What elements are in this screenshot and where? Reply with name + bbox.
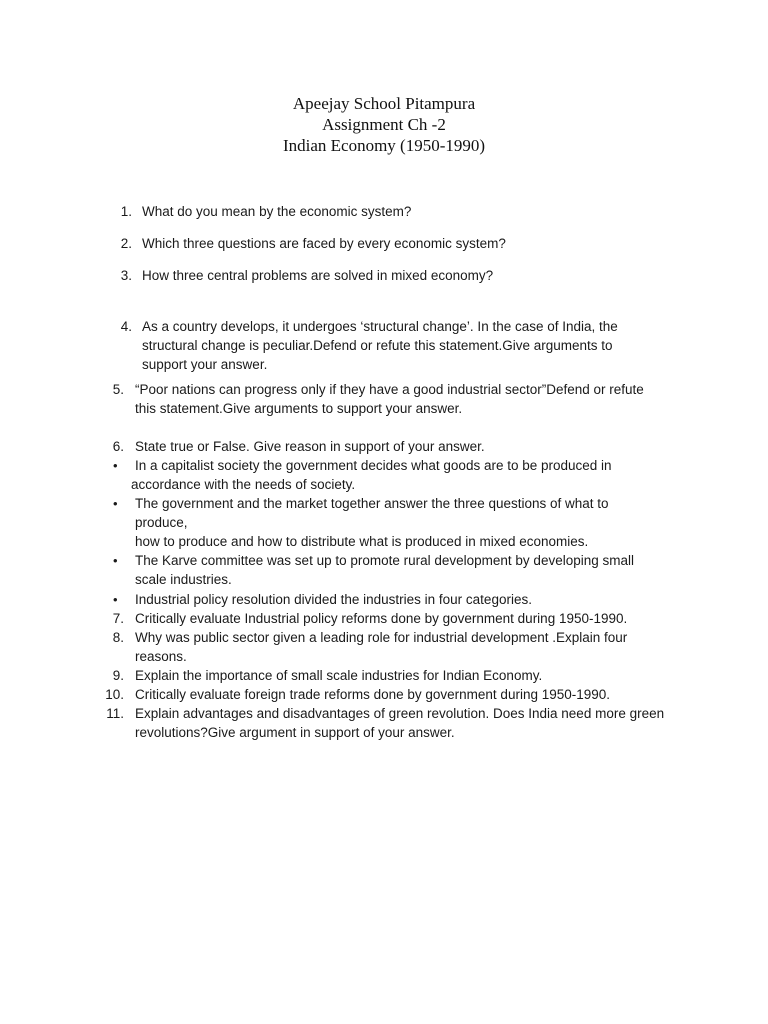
question-text: Explain advantages and disadvantages of green revolution. Does India need more green	[135, 706, 665, 721]
question-text: Critically evaluate foreign trade reforms done by government during 1950-1990.	[135, 687, 611, 702]
question-number: 1.	[120, 204, 132, 219]
question-number: 2.	[120, 236, 132, 251]
bullet-icon: •	[113, 496, 118, 511]
statement-text: Industrial policy resolution divided the industries in four categories.	[135, 592, 532, 607]
question-text: Which three questions are faced by every economic system?	[142, 236, 506, 251]
question-text: this statement.Give arguments to support your answer.	[135, 401, 463, 416]
question-number: 4.	[120, 319, 132, 334]
assignment-title: Assignment Ch -2	[322, 115, 446, 134]
question-number: 11.	[106, 706, 124, 721]
bullet-icon: •	[113, 553, 118, 568]
question-text: revolutions?Give argument in support of your answer.	[135, 725, 455, 740]
question-text: “Poor nations can progress only if they have a good industrial sector”Defend or refute	[135, 382, 644, 397]
bullet-icon: •	[113, 592, 118, 607]
question-text: Critically evaluate Industrial policy reforms done by government during 1950-1990.	[135, 611, 628, 626]
statement-text: The government and the market together answer the three questions of what to	[135, 496, 609, 511]
statement-text: accordance with the needs of society.	[131, 477, 356, 492]
question-number: 9.	[112, 668, 124, 683]
question-text: Why was public sector given a leading role for industrial development .Explain four	[135, 630, 628, 645]
question-text: support your answer.	[142, 357, 268, 372]
question-text: How three central problems are solved in mixed economy?	[142, 268, 494, 283]
statement-text: In a capitalist society the government decides what goods are to be produced in	[135, 458, 612, 473]
question-text: What do you mean by the economic system?	[142, 204, 412, 219]
subject-title: Indian Economy (1950-1990)	[282, 136, 486, 155]
bullet-icon: •	[113, 458, 118, 473]
question-text: structural change is peculiar.Defend or refute this statement.Give arguments to	[142, 338, 613, 353]
statement-text: how to produce and how to distribute what is produced in mixed economies.	[135, 534, 589, 549]
statement-text: The Karve committee was set up to promote rural development by developing small	[135, 553, 634, 568]
question-number: 5.	[112, 382, 124, 397]
question-text: Explain the importance of small scale industries for Indian Economy.	[135, 668, 543, 683]
question-text: As a country develops, it undergoes ‘structural change’. In the case of India, the	[142, 319, 618, 334]
question-number: 3.	[120, 268, 132, 283]
statement-text: scale industries.	[135, 572, 232, 587]
statement-text: produce,	[135, 515, 188, 530]
question-text: reasons.	[135, 649, 187, 664]
question-number: 10.	[105, 687, 124, 702]
question-number: 7.	[112, 611, 124, 626]
question-text: State true or False. Give reason in support of your answer.	[135, 439, 485, 454]
school-name: Apeejay School Pitampura	[292, 94, 476, 113]
question-number: 6.	[112, 439, 124, 454]
question-number: 8.	[112, 630, 124, 645]
